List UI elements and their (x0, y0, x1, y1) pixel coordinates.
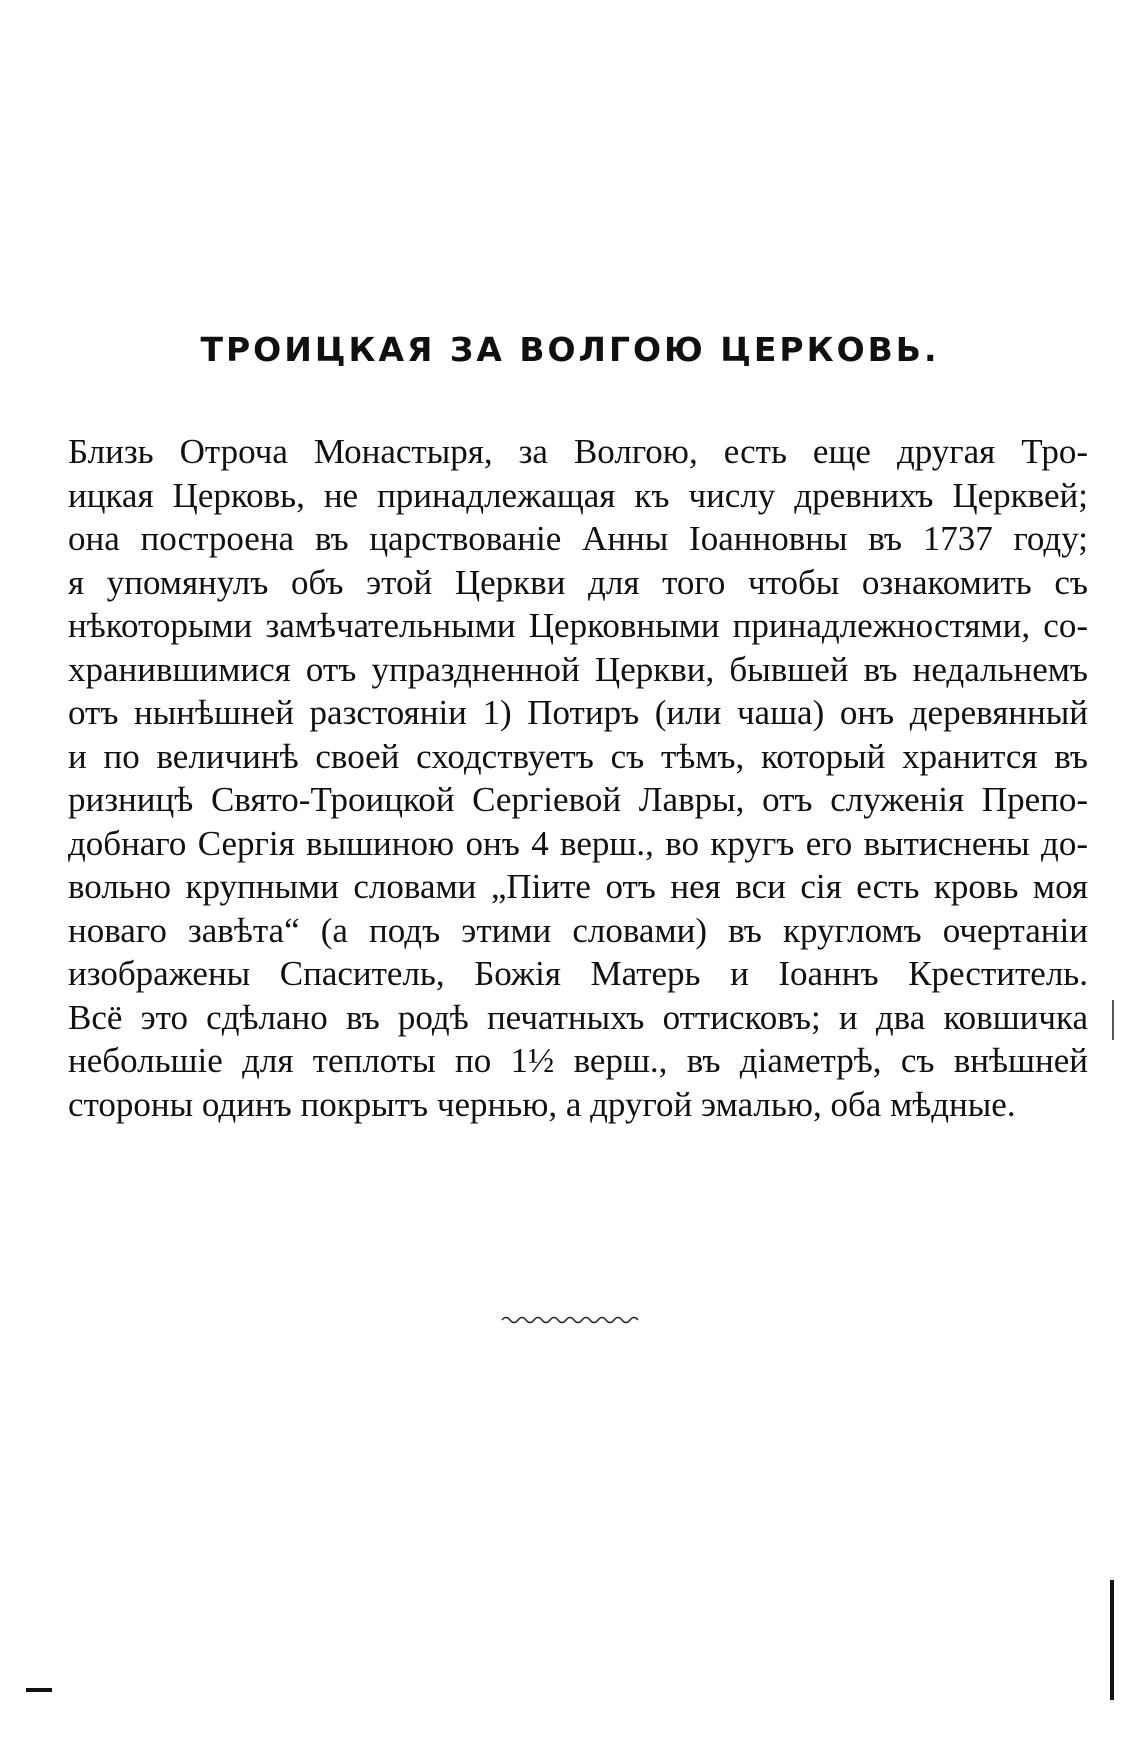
text-line: ризницѣ Свято-Троицкой Сергіевой Лавры, отъ служенія Препо- (68, 780, 1088, 819)
text-line: добнаго Сергія вышиною онъ 4 верш., во кругъ его вытиснены до- (68, 823, 1088, 863)
text-line: и по величинѣ своей сходствуетъ съ тѣмъ, который хранится въ (68, 736, 1088, 776)
text-line: Всё это сдѣлано въ родѣ печатныхъ оттисковъ; и два ковшичка (68, 997, 1088, 1037)
text-line: отъ нынѣшней разстояніи 1) Потиръ (или чаша) онъ деревянный (68, 693, 1088, 732)
page-edge-mark (1112, 1000, 1114, 1040)
margin-mark (26, 1688, 52, 1692)
text-line: небольшіе для теплоты по 1½ верш., въ діаметрѣ, съ внѣшней (68, 1041, 1088, 1080)
text-line: я упомянулъ объ этой Церкви для того чтобы ознакомить съ (68, 562, 1088, 602)
text-line: хранившимися отъ упраздненной Церкви, бывшей въ недальнемъ (68, 649, 1088, 689)
text-line: ицкая Церковь, не принадлежащая къ числу древнихъ Церквей; (68, 475, 1088, 515)
page-title: ТРОИЦКАЯ ЗА ВОЛГОЮ ЦЕРКОВЬ. (200, 330, 940, 369)
wavy-divider-ornament (500, 1312, 640, 1328)
text-line: она построена въ царствованіе Анны Іоанновны въ 1737 году; (68, 519, 1088, 558)
text-line: новаго завѣта“ (а подъ этими словами) въ кругломъ очертаніи (68, 910, 1088, 950)
page-edge-mark (1110, 1580, 1114, 1700)
text-line-last: стороны одинъ покрытъ чернью, а другой эмалью, оба мѣдные. (68, 1084, 1016, 1124)
body-paragraph (68, 430, 1088, 1126)
text-line: вольно крупными словами „Піите отъ нея вси сія есть кровь моя (68, 867, 1088, 906)
text-line: изображены Спаситель, Божія Матерь и Іоаннъ Креститель. (68, 954, 1088, 993)
text-line: нѣкоторыми замѣчательными Церковными принадлежностями, со- (68, 606, 1088, 645)
text-line: Близь Отроча Монастыря, за Волгою, есть еще другая Тро- (68, 432, 1088, 471)
